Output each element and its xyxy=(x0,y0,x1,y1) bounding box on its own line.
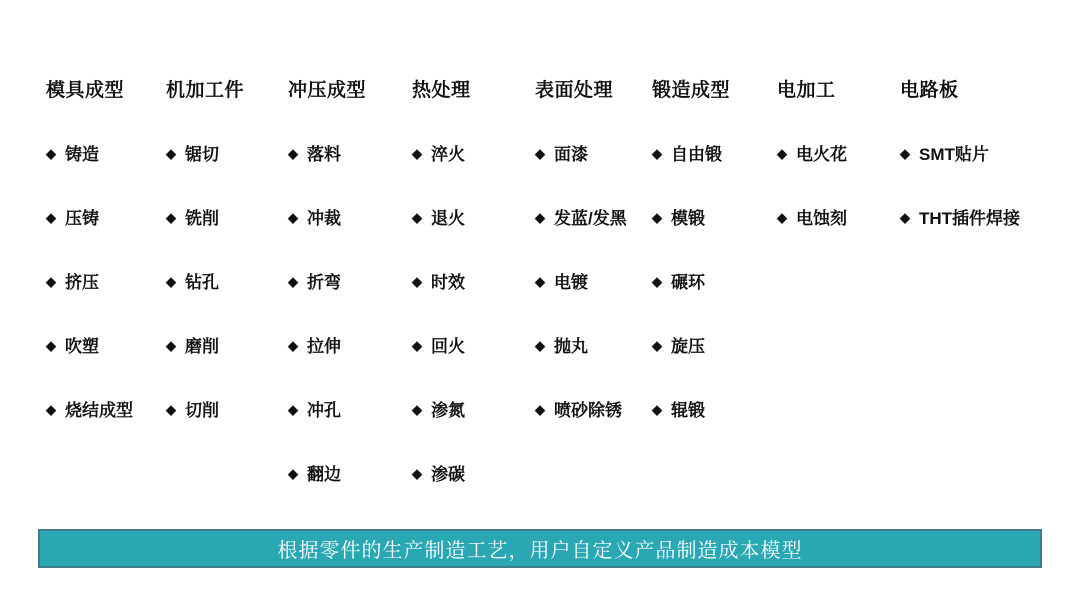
process-item xyxy=(412,376,471,440)
process-column-4 xyxy=(412,56,471,504)
process-item-label: 自由锻 xyxy=(671,144,722,164)
process-column-1 xyxy=(46,56,133,440)
process-item-label: 电火花 xyxy=(796,144,847,164)
diamond-bullet-icon: ◆ xyxy=(412,145,422,161)
process-item-label: 落料 xyxy=(307,144,341,164)
process-item xyxy=(288,312,366,376)
process-column-2 xyxy=(166,56,244,440)
process-item-label: 回火 xyxy=(431,336,465,356)
process-item xyxy=(166,376,244,440)
diamond-bullet-icon: ◆ xyxy=(535,337,545,353)
column-header: 锻造成型 xyxy=(652,79,731,101)
diamond-bullet-icon: ◆ xyxy=(46,273,56,289)
diamond-bullet-icon: ◆ xyxy=(288,401,298,417)
diamond-bullet-icon: ◆ xyxy=(166,401,176,417)
footer-banner xyxy=(38,529,1042,568)
process-item-label: 钻孔 xyxy=(185,272,219,292)
diamond-bullet-icon: ◆ xyxy=(46,401,56,417)
process-item xyxy=(412,312,471,376)
process-item xyxy=(46,312,133,376)
process-item xyxy=(652,184,730,248)
diamond-bullet-icon: ◆ xyxy=(46,145,56,161)
process-item-label: 抛丸 xyxy=(554,336,588,356)
diamond-bullet-icon: ◆ xyxy=(166,337,176,353)
diamond-bullet-icon: ◆ xyxy=(412,209,422,225)
column-header: 电加工 xyxy=(777,79,836,101)
process-item-label: 电镀 xyxy=(554,272,588,292)
process-item-label: 锯切 xyxy=(185,144,219,164)
diamond-bullet-icon: ◆ xyxy=(166,273,176,289)
column-header: 冲压成型 xyxy=(288,79,367,101)
diamond-bullet-icon: ◆ xyxy=(288,209,298,225)
process-item-label: 退火 xyxy=(431,208,465,228)
process-column-7 xyxy=(777,56,847,248)
process-item xyxy=(535,376,627,440)
diamond-bullet-icon: ◆ xyxy=(535,145,545,161)
process-item xyxy=(535,248,627,312)
process-item xyxy=(535,184,627,248)
process-item-label: SMT贴片 xyxy=(919,144,989,164)
diamond-bullet-icon: ◆ xyxy=(166,145,176,161)
diamond-bullet-icon: ◆ xyxy=(412,401,422,417)
diamond-bullet-icon: ◆ xyxy=(777,209,787,225)
process-item-label: 电蚀刻 xyxy=(796,208,847,228)
diamond-bullet-icon: ◆ xyxy=(46,337,56,353)
diamond-bullet-icon: ◆ xyxy=(652,273,662,289)
diamond-bullet-icon: ◆ xyxy=(166,209,176,225)
process-item-label: 压铸 xyxy=(65,208,99,228)
process-item-label: 冲孔 xyxy=(307,400,341,420)
process-item xyxy=(166,184,244,248)
diamond-bullet-icon: ◆ xyxy=(288,145,298,161)
diamond-bullet-icon: ◆ xyxy=(535,209,545,225)
process-item-label: 折弯 xyxy=(307,272,341,292)
process-item xyxy=(46,184,133,248)
process-item-label: 拉伸 xyxy=(307,336,341,356)
diamond-bullet-icon: ◆ xyxy=(535,273,545,289)
process-item xyxy=(288,120,366,184)
process-item xyxy=(535,312,627,376)
process-item-label: 模锻 xyxy=(671,208,705,228)
process-item xyxy=(166,120,244,184)
process-item xyxy=(900,184,1020,248)
process-item xyxy=(535,120,627,184)
process-item xyxy=(652,120,730,184)
diamond-bullet-icon: ◆ xyxy=(46,209,56,225)
diamond-bullet-icon: ◆ xyxy=(288,465,298,481)
column-header: 电路板 xyxy=(900,79,959,101)
process-item-label: THT插件焊接 xyxy=(919,208,1021,228)
process-item xyxy=(288,184,366,248)
process-item xyxy=(412,440,471,504)
process-item xyxy=(777,184,847,248)
process-column-5 xyxy=(535,56,627,440)
process-item xyxy=(46,376,133,440)
column-header: 热处理 xyxy=(412,79,471,101)
process-item-label: 渗氮 xyxy=(431,400,465,420)
process-item xyxy=(288,440,366,504)
diamond-bullet-icon: ◆ xyxy=(900,209,910,225)
process-item-label: 切削 xyxy=(185,400,219,420)
diamond-bullet-icon: ◆ xyxy=(652,401,662,417)
diamond-bullet-icon: ◆ xyxy=(652,145,662,161)
column-header: 表面处理 xyxy=(535,79,614,101)
column-header: 机加工件 xyxy=(166,79,245,101)
diamond-bullet-icon: ◆ xyxy=(777,145,787,161)
column-header: 模具成型 xyxy=(46,79,125,101)
process-item xyxy=(46,120,133,184)
process-item-label: 渗碳 xyxy=(431,464,465,484)
process-item-label: 淬火 xyxy=(431,144,465,164)
process-item xyxy=(412,248,471,312)
process-column-3 xyxy=(288,56,366,504)
process-item-label: 磨削 xyxy=(185,336,219,356)
process-item-label: 挤压 xyxy=(65,272,99,292)
diamond-bullet-icon: ◆ xyxy=(288,337,298,353)
process-item-label: 面漆 xyxy=(554,144,588,164)
diamond-bullet-icon: ◆ xyxy=(900,145,910,161)
process-item-label: 喷砂除锈 xyxy=(554,400,622,420)
process-item xyxy=(652,312,730,376)
diamond-bullet-icon: ◆ xyxy=(412,465,422,481)
banner-text: 根据零件的生产制造工艺，用户自定义产品制造成本模型 xyxy=(277,540,803,562)
process-item xyxy=(288,248,366,312)
process-item xyxy=(288,376,366,440)
process-item xyxy=(652,376,730,440)
process-item-label: 旋压 xyxy=(671,336,705,356)
process-item xyxy=(412,120,471,184)
process-column-8 xyxy=(900,56,1020,248)
diamond-bullet-icon: ◆ xyxy=(288,273,298,289)
diamond-bullet-icon: ◆ xyxy=(652,337,662,353)
process-item xyxy=(900,120,1020,184)
process-item-label: 时效 xyxy=(431,272,465,292)
diamond-bullet-icon: ◆ xyxy=(412,273,422,289)
process-item-label: 翻边 xyxy=(307,464,341,484)
process-item xyxy=(652,248,730,312)
diamond-bullet-icon: ◆ xyxy=(535,401,545,417)
process-item-label: 碾环 xyxy=(671,272,705,292)
process-item-label: 烧结成型 xyxy=(65,400,133,420)
diamond-bullet-icon: ◆ xyxy=(652,209,662,225)
process-item-label: 铸造 xyxy=(65,144,99,164)
process-item xyxy=(412,184,471,248)
process-item xyxy=(166,312,244,376)
process-item xyxy=(46,248,133,312)
process-item-label: 吹塑 xyxy=(65,336,99,356)
process-item-label: 辊锻 xyxy=(671,400,705,420)
diamond-bullet-icon: ◆ xyxy=(412,337,422,353)
process-item xyxy=(777,120,847,184)
process-item-label: 冲裁 xyxy=(307,208,341,228)
process-item xyxy=(166,248,244,312)
process-item-label: 铣削 xyxy=(185,208,219,228)
process-column-6 xyxy=(652,56,730,440)
process-item-label: 发蓝/发黑 xyxy=(554,208,627,228)
